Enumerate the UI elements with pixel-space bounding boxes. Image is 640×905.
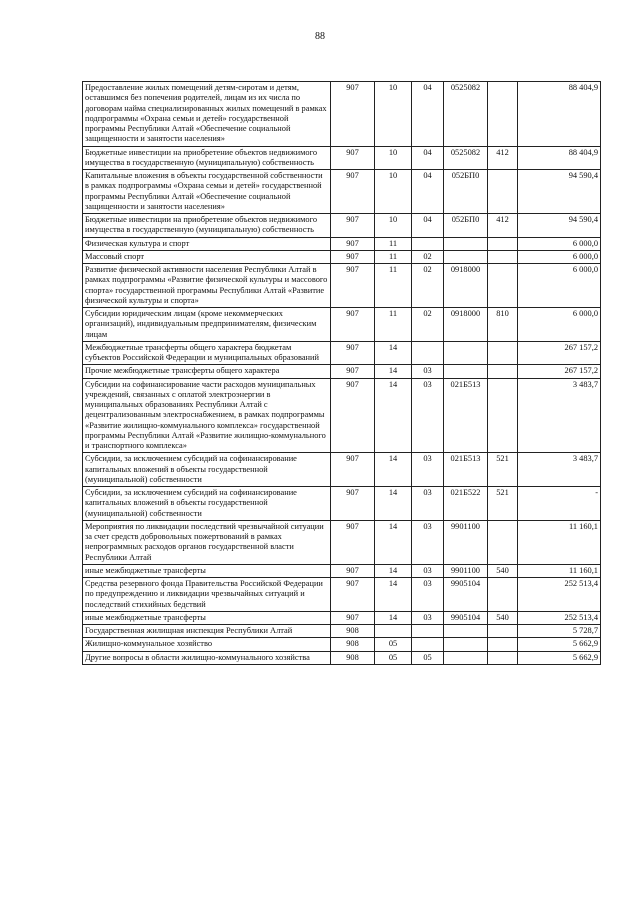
expense-type-cell: 540 bbox=[488, 564, 518, 577]
grbs-code-cell: 907 bbox=[331, 341, 375, 365]
table-row bbox=[83, 625, 601, 638]
expense-name-cell: Субсидии, за исключением субсидий на софинансирование капитальных вложений в объекты государственной (муниципальной) собственности bbox=[83, 487, 331, 521]
section-code-cell: 05 bbox=[375, 638, 412, 651]
subsection-code-cell: 03 bbox=[412, 564, 444, 577]
expense-name-cell: иные межбюджетные трансферты bbox=[83, 611, 331, 624]
table-row bbox=[83, 365, 601, 378]
grbs-code-cell: 907 bbox=[331, 453, 375, 487]
target-article-cell: 021Б513 bbox=[444, 378, 488, 453]
amount-cell: 6 000,0 bbox=[518, 237, 601, 250]
table-row bbox=[83, 170, 601, 214]
table-row bbox=[83, 146, 601, 170]
section-code-cell: 14 bbox=[375, 453, 412, 487]
amount-cell: 11 160,1 bbox=[518, 564, 601, 577]
grbs-code-cell: 908 bbox=[331, 625, 375, 638]
table-row bbox=[83, 520, 601, 564]
expense-name-cell: Предоставление жилых помещений детям-сиротам и детям, оставшимся без попечения родителей, лицам из их числа по договорам найма специализированных жилых помещений в рамках подпрограммы «Охрана семьи и детей» государственной программы Республики Алтай «Обеспечение социальной защищенности и занятости населения» bbox=[83, 82, 331, 147]
subsection-code-cell: 02 bbox=[412, 264, 444, 308]
expense-name-cell: Средства резервного фонда Правительства Российской Федерации по предупреждению и ликвидации чрезвычайных ситуаций и последствий стихийных бедствий bbox=[83, 578, 331, 612]
subsection-code-cell: 02 bbox=[412, 308, 444, 342]
table-row bbox=[83, 378, 601, 453]
amount-cell: 88 404,9 bbox=[518, 146, 601, 170]
subsection-code-cell bbox=[412, 341, 444, 365]
expense-name-cell: Субсидии на софинансирование части расходов муниципальных учреждений, связанных с оплатой электроэнергии в муниципальных образованиях Республики Алтай с децентрализованным электроснабжением, в рамках подпрограммы «Развитие жилищно-коммунального комплекса» государственной программы Республики Алтай «Развитие жилищно-коммунального и транспортного комплекса» bbox=[83, 378, 331, 453]
section-code-cell: 14 bbox=[375, 564, 412, 577]
section-code-cell: 11 bbox=[375, 237, 412, 250]
subsection-code-cell: 05 bbox=[412, 651, 444, 664]
subsection-code-cell: 03 bbox=[412, 487, 444, 521]
table-row bbox=[83, 250, 601, 263]
section-code-cell: 14 bbox=[375, 365, 412, 378]
section-code-cell: 10 bbox=[375, 170, 412, 214]
amount-cell: 267 157,2 bbox=[518, 341, 601, 365]
expense-name-cell: Бюджетные инвестиции на приобретение объектов недвижимого имущества в государственную (муниципальную) собственность bbox=[83, 146, 331, 170]
budget-table bbox=[82, 81, 601, 665]
target-article-cell bbox=[444, 250, 488, 263]
target-article-cell bbox=[444, 365, 488, 378]
amount-cell: 6 000,0 bbox=[518, 264, 601, 308]
target-article-cell: 021Б513 bbox=[444, 453, 488, 487]
section-code-cell: 14 bbox=[375, 341, 412, 365]
expense-name-cell: Капитальные вложения в объекты государственной собственности в рамках подпрограммы «Охрана семьи и детей» государственной программы Республики Алтай «Обеспечение социальной защищенности и занятости населения» bbox=[83, 170, 331, 214]
grbs-code-cell: 907 bbox=[331, 378, 375, 453]
section-code-cell: 10 bbox=[375, 214, 412, 238]
table-row bbox=[83, 651, 601, 664]
expense-type-cell bbox=[488, 82, 518, 147]
page-number: 88 bbox=[315, 31, 325, 42]
expense-name-cell: Развитие физической активности населения Республики Алтай в рамках подпрограммы «Развитие физической культуры и массового спорта» государственной программы Республики Алтай «Развитие физической культуры и спорта» bbox=[83, 264, 331, 308]
amount-cell: 252 513,4 bbox=[518, 578, 601, 612]
table-row bbox=[83, 611, 601, 624]
expense-type-cell: 521 bbox=[488, 453, 518, 487]
amount-cell: 94 590,4 bbox=[518, 170, 601, 214]
amount-cell: 3 483,7 bbox=[518, 378, 601, 453]
expense-name-cell: Прочие межбюджетные трансферты общего характера bbox=[83, 365, 331, 378]
expense-type-cell: 521 bbox=[488, 487, 518, 521]
expense-type-cell bbox=[488, 341, 518, 365]
amount-cell: 267 157,2 bbox=[518, 365, 601, 378]
table-row bbox=[83, 237, 601, 250]
grbs-code-cell: 907 bbox=[331, 578, 375, 612]
target-article-cell: 0525082 bbox=[444, 82, 488, 147]
subsection-code-cell: 03 bbox=[412, 611, 444, 624]
expense-type-cell bbox=[488, 578, 518, 612]
amount-cell: 11 160,1 bbox=[518, 520, 601, 564]
target-article-cell: 9905104 bbox=[444, 578, 488, 612]
grbs-code-cell: 907 bbox=[331, 520, 375, 564]
table-row bbox=[83, 638, 601, 651]
amount-cell: 5 728,7 bbox=[518, 625, 601, 638]
amount-cell: 88 404,9 bbox=[518, 82, 601, 147]
subsection-code-cell: 02 bbox=[412, 250, 444, 263]
subsection-code-cell: 03 bbox=[412, 378, 444, 453]
target-article-cell: 052БП0 bbox=[444, 170, 488, 214]
amount-cell: 94 590,4 bbox=[518, 214, 601, 238]
expense-type-cell: 412 bbox=[488, 146, 518, 170]
table-row bbox=[83, 214, 601, 238]
table-row bbox=[83, 453, 601, 487]
amount-cell: 252 513,4 bbox=[518, 611, 601, 624]
amount-cell: 5 662,9 bbox=[518, 651, 601, 664]
section-code-cell: 14 bbox=[375, 578, 412, 612]
expense-type-cell bbox=[488, 237, 518, 250]
grbs-code-cell: 908 bbox=[331, 638, 375, 651]
subsection-code-cell bbox=[412, 625, 444, 638]
table-row bbox=[83, 308, 601, 342]
subsection-code-cell: 03 bbox=[412, 578, 444, 612]
target-article-cell: 9901100 bbox=[444, 520, 488, 564]
table-row bbox=[83, 341, 601, 365]
target-article-cell bbox=[444, 638, 488, 651]
grbs-code-cell: 907 bbox=[331, 564, 375, 577]
grbs-code-cell: 907 bbox=[331, 365, 375, 378]
grbs-code-cell: 907 bbox=[331, 308, 375, 342]
target-article-cell: 052БП0 bbox=[444, 214, 488, 238]
target-article-cell: 0918000 bbox=[444, 308, 488, 342]
target-article-cell bbox=[444, 341, 488, 365]
expense-type-cell bbox=[488, 651, 518, 664]
expense-type-cell bbox=[488, 625, 518, 638]
target-article-cell: 0918000 bbox=[444, 264, 488, 308]
section-code-cell: 11 bbox=[375, 264, 412, 308]
grbs-code-cell: 907 bbox=[331, 250, 375, 263]
expense-type-cell bbox=[488, 520, 518, 564]
amount-cell: - bbox=[518, 487, 601, 521]
subsection-code-cell: 03 bbox=[412, 453, 444, 487]
expense-type-cell bbox=[488, 638, 518, 651]
table-row bbox=[83, 578, 601, 612]
subsection-code-cell: 04 bbox=[412, 170, 444, 214]
expense-type-cell: 540 bbox=[488, 611, 518, 624]
grbs-code-cell: 908 bbox=[331, 651, 375, 664]
expense-name-cell: Субсидии, за исключением субсидий на софинансирование капитальных вложений в объекты государственной (муниципальной) собственности bbox=[83, 453, 331, 487]
expense-type-cell bbox=[488, 250, 518, 263]
subsection-code-cell bbox=[412, 638, 444, 651]
expense-name-cell: иные межбюджетные трансферты bbox=[83, 564, 331, 577]
section-code-cell bbox=[375, 625, 412, 638]
subsection-code-cell: 04 bbox=[412, 82, 444, 147]
section-code-cell: 14 bbox=[375, 487, 412, 521]
grbs-code-cell: 907 bbox=[331, 146, 375, 170]
expense-type-cell bbox=[488, 264, 518, 308]
expense-name-cell: Другие вопросы в области жилищно-коммунального хозяйства bbox=[83, 651, 331, 664]
subsection-code-cell: 03 bbox=[412, 365, 444, 378]
section-code-cell: 05 bbox=[375, 651, 412, 664]
grbs-code-cell: 907 bbox=[331, 487, 375, 521]
target-article-cell: 9901100 bbox=[444, 564, 488, 577]
table-row bbox=[83, 564, 601, 577]
grbs-code-cell: 907 bbox=[331, 82, 375, 147]
expense-name-cell: Бюджетные инвестиции на приобретение объектов недвижимого имущества в государственную (муниципальную) собственность bbox=[83, 214, 331, 238]
subsection-code-cell: 04 bbox=[412, 146, 444, 170]
amount-cell: 3 483,7 bbox=[518, 453, 601, 487]
target-article-cell: 0525082 bbox=[444, 146, 488, 170]
expense-type-cell bbox=[488, 365, 518, 378]
section-code-cell: 14 bbox=[375, 520, 412, 564]
target-article-cell: 021Б522 bbox=[444, 487, 488, 521]
section-code-cell: 14 bbox=[375, 378, 412, 453]
amount-cell: 6 000,0 bbox=[518, 308, 601, 342]
subsection-code-cell: 03 bbox=[412, 520, 444, 564]
amount-cell: 6 000,0 bbox=[518, 250, 601, 263]
expense-name-cell: Субсидии юридическим лицам (кроме некоммерческих организаций), индивидуальным предпринимателям, физическим лицам bbox=[83, 308, 331, 342]
target-article-cell bbox=[444, 237, 488, 250]
expense-name-cell: Мероприятия по ликвидации последствий чрезвычайной ситуации за счет средств добровольных пожертвований в рамках непрограммных расходов органов государственной власти Республики Алтай bbox=[83, 520, 331, 564]
section-code-cell: 11 bbox=[375, 250, 412, 263]
target-article-cell: 9905104 bbox=[444, 611, 488, 624]
grbs-code-cell: 907 bbox=[331, 214, 375, 238]
expense-name-cell: Жилищно-коммунальное хозяйство bbox=[83, 638, 331, 651]
expense-type-cell bbox=[488, 170, 518, 214]
expense-name-cell: Государственная жилищная инспекция Республики Алтай bbox=[83, 625, 331, 638]
section-code-cell: 10 bbox=[375, 146, 412, 170]
table-row bbox=[83, 264, 601, 308]
expense-name-cell: Массовый спорт bbox=[83, 250, 331, 263]
subsection-code-cell bbox=[412, 237, 444, 250]
table-row bbox=[83, 487, 601, 521]
expense-type-cell bbox=[488, 378, 518, 453]
section-code-cell: 11 bbox=[375, 308, 412, 342]
grbs-code-cell: 907 bbox=[331, 237, 375, 250]
subsection-code-cell: 04 bbox=[412, 214, 444, 238]
expense-name-cell: Физическая культура и спорт bbox=[83, 237, 331, 250]
table-row bbox=[83, 82, 601, 147]
expense-name-cell: Межбюджетные трансферты общего характера бюджетам субъектов Российской Федерации и муниципальных образований bbox=[83, 341, 331, 365]
expense-type-cell: 810 bbox=[488, 308, 518, 342]
expense-type-cell: 412 bbox=[488, 214, 518, 238]
target-article-cell bbox=[444, 651, 488, 664]
grbs-code-cell: 907 bbox=[331, 611, 375, 624]
target-article-cell bbox=[444, 625, 488, 638]
section-code-cell: 14 bbox=[375, 611, 412, 624]
grbs-code-cell: 907 bbox=[331, 170, 375, 214]
grbs-code-cell: 907 bbox=[331, 264, 375, 308]
amount-cell: 5 662,9 bbox=[518, 638, 601, 651]
section-code-cell: 10 bbox=[375, 82, 412, 147]
